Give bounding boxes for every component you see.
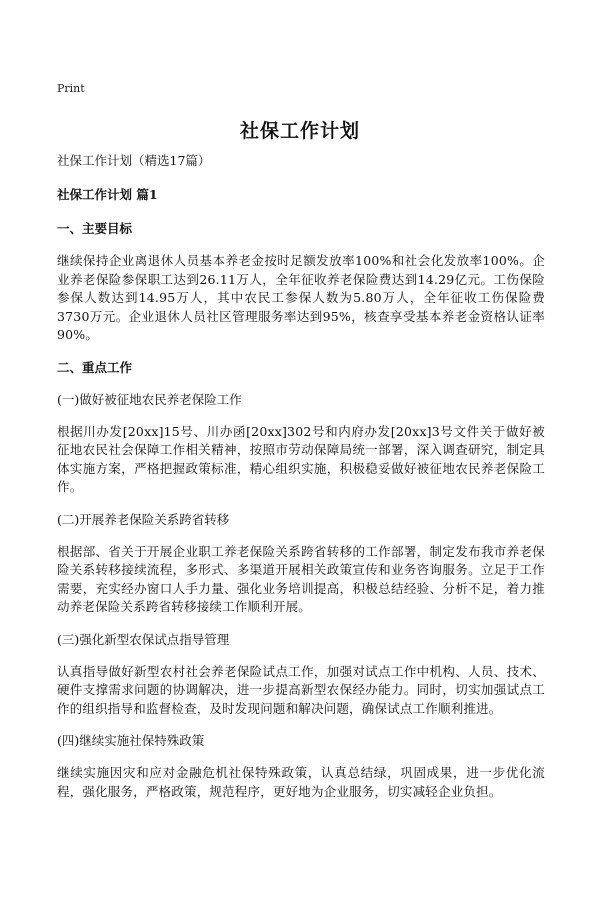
subsection-paragraph-2: 根据部、省关于开展企业职工养老保险关系跨省转移的工作部署，制定发布我市养老保险关系转移接续流程，多形式、多渠道开展相关政策宣传和业务咨询服务。立足于工作需要，充实经办窗口人手力量、强化业务培训提高，积极总结经验、分析不足，着力推动养老保险关系跨省转移接续工作顺利开展。 [57, 543, 545, 614]
document-subtitle: 社保工作计划（精选17篇） [57, 153, 211, 168]
subsection-paragraph-3: 认真指导做好新型农村社会养老保险试点工作，加强对试点工作中机构、人员、技术、硬件支撑需求问题的协调解决，进一步提高新型农保经办能力。同时，切实加强试点工作的组织指导和监督检查，及时发现问题和解决问题，确保试点工作顺利推进。 [57, 663, 545, 716]
section-heading-key-work: 二、重点工作 [57, 359, 133, 375]
goals-paragraph: 继续保持企业离退休人员基本养老金按时足额发放率100%和社会化发放率100%。企业养老保险参保职工达到26.11万人，全年征收养老保险费达到14.29亿元。工伤保险参保人数达到14.95万人，其中农民工参保人数为5.80万人，全年征收工伤保险费3730万元。企业退休人员社区管理服务率达到95%，核查享受基本养老金资格认证率90%。 [57, 253, 545, 342]
subsection-paragraph-1: 根据川办发[20xx]15号、川办函[20xx]302号和内府办发[20xx]3号文件关于做好被征地农民社会保障工作相关精神，按照市劳动保障局统一部署，深入调查研究，制定具体实施方案，严格把握政策标准，精心组织实施，积极稳妥做好被征地农民养老保险工作。 [57, 423, 545, 494]
subsection-heading-3: (三)强化新型农保试点指导管理 [57, 631, 230, 647]
page-title: 社保工作计划 [239, 120, 360, 142]
subsection-heading-1: (一)做好被征地农民养老保险工作 [57, 391, 242, 407]
subsection-heading-4: (四)继续实施社保特殊政策 [57, 733, 205, 748]
article-heading: 社保工作计划 篇1 [57, 187, 158, 202]
print-label[interactable]: Print [57, 82, 85, 95]
document-body [57, 152, 545, 815]
subsection-paragraph-4: 继续实施因灾和应对金融危机社保特殊政策，认真总结绿，巩固成果，进一步优化流程，强化服务，严格政策，规范程序，更好地为企业服务，切实减轻企业负担。 [57, 765, 545, 799]
subsection-heading-2: (二)开展养老保险关系跨省转移 [57, 511, 230, 527]
section-heading-goals: 一、主要目标 [57, 221, 133, 236]
